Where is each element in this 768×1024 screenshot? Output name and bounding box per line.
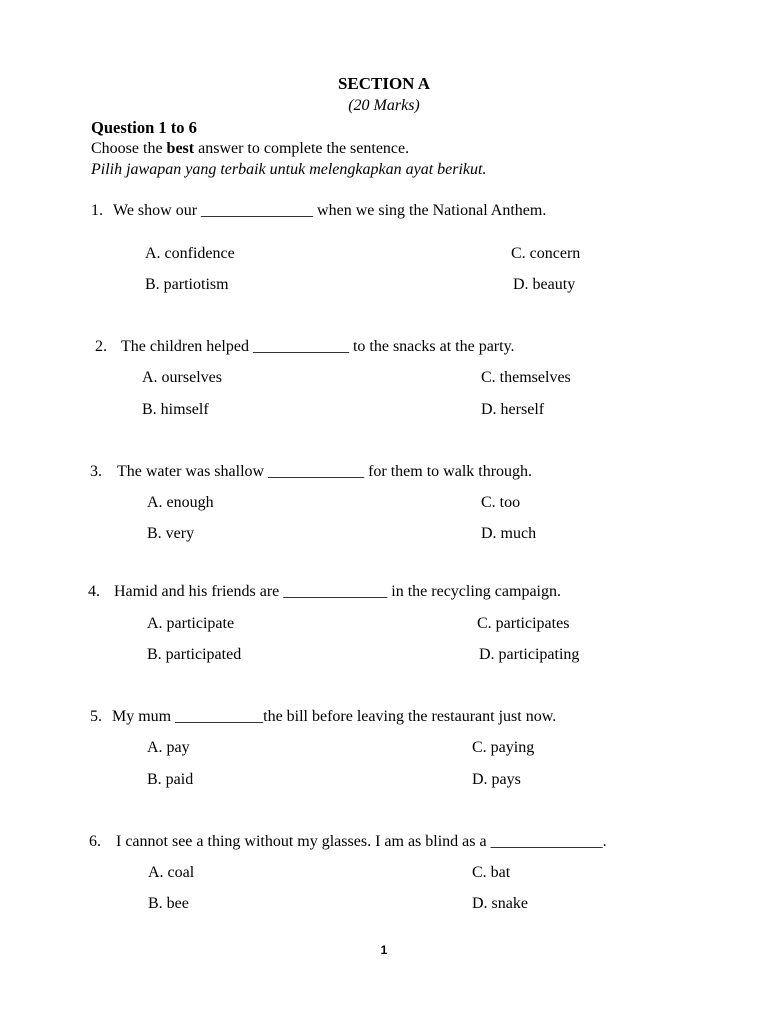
question-4-stem	[88, 583, 561, 601]
instruction-english-emphasis: best	[166, 140, 195, 157]
instruction-english-part2: answer to complete the sentence.	[194, 140, 410, 157]
question-5-number: 5.	[90, 708, 102, 725]
question-6-option-d: D. snake	[472, 895, 528, 912]
question-6-option-a: A. coal	[148, 864, 195, 881]
question-3-option-c: C. too	[481, 494, 521, 511]
question-2-option-a: A. ourselves	[142, 369, 222, 386]
question-2-text: The children helped ____________ to the snacks at the party.	[121, 338, 515, 355]
question-1-option-b: B. partiotism	[145, 276, 229, 293]
section-title: SECTION A	[337, 74, 431, 93]
question-4-text: Hamid and his friends are _____________ in the recycling campaign.	[114, 583, 561, 600]
question-5-option-b: B. paid	[147, 771, 194, 788]
question-6-option-c: C. bat	[472, 864, 511, 881]
question-5-option-a: A. pay	[147, 739, 190, 756]
instruction-malay: Pilih jawapan yang terbaik untuk melengkapkan ayat berikut.	[91, 161, 487, 178]
question-3-stem	[90, 463, 532, 481]
question-3-number: 3.	[90, 463, 102, 480]
question-2-number: 2.	[95, 338, 107, 355]
question-3-option-b: B. very	[147, 525, 195, 542]
page-number: 1	[380, 943, 388, 957]
question-2-option-b: B. himself	[142, 401, 209, 418]
question-1-option-d: D. beauty	[513, 276, 576, 293]
question-1-option-c: C. concern	[511, 245, 581, 262]
question-4-option-b: B. participated	[147, 646, 242, 663]
question-4-option-d: D. participating	[479, 646, 580, 663]
question-1-option-a: A. confidence	[145, 245, 235, 262]
question-3-option-d: D. much	[481, 525, 537, 542]
question-4-option-c: C. participates	[477, 615, 570, 632]
question-2-stem	[95, 338, 515, 356]
question-4-number: 4.	[88, 583, 100, 600]
question-5-text: My mum ___________the bill before leaving the restaurant just now.	[112, 708, 557, 725]
question-5-stem	[90, 708, 556, 726]
section-marks: (20 Marks)	[348, 97, 420, 114]
question-6-stem	[89, 833, 607, 851]
question-6-number: 6.	[89, 833, 101, 850]
question-3-option-a: A. enough	[147, 494, 214, 511]
question-2-option-c: C. themselves	[481, 369, 571, 386]
question-1-number: 1.	[91, 202, 103, 219]
question-2-option-d: D. herself	[481, 401, 545, 418]
question-5-option-c: C. paying	[472, 739, 535, 756]
question-6-option-b: B. bee	[148, 895, 189, 912]
question-6-text: I cannot see a thing without my glasses. I am as blind as a ______________.	[116, 833, 607, 850]
instruction-english	[91, 140, 409, 158]
question-range-heading: Question 1 to 6	[91, 118, 197, 137]
question-5-option-d: D. pays	[472, 771, 521, 788]
instruction-english-part1: Choose the	[91, 140, 167, 157]
question-3-text: The water was shallow ____________ for them to walk through.	[117, 463, 533, 480]
question-1-text: We show our ______________ when we sing the National Anthem.	[113, 202, 547, 219]
question-4-option-a: A. participate	[147, 615, 235, 632]
question-1-stem	[91, 202, 546, 220]
